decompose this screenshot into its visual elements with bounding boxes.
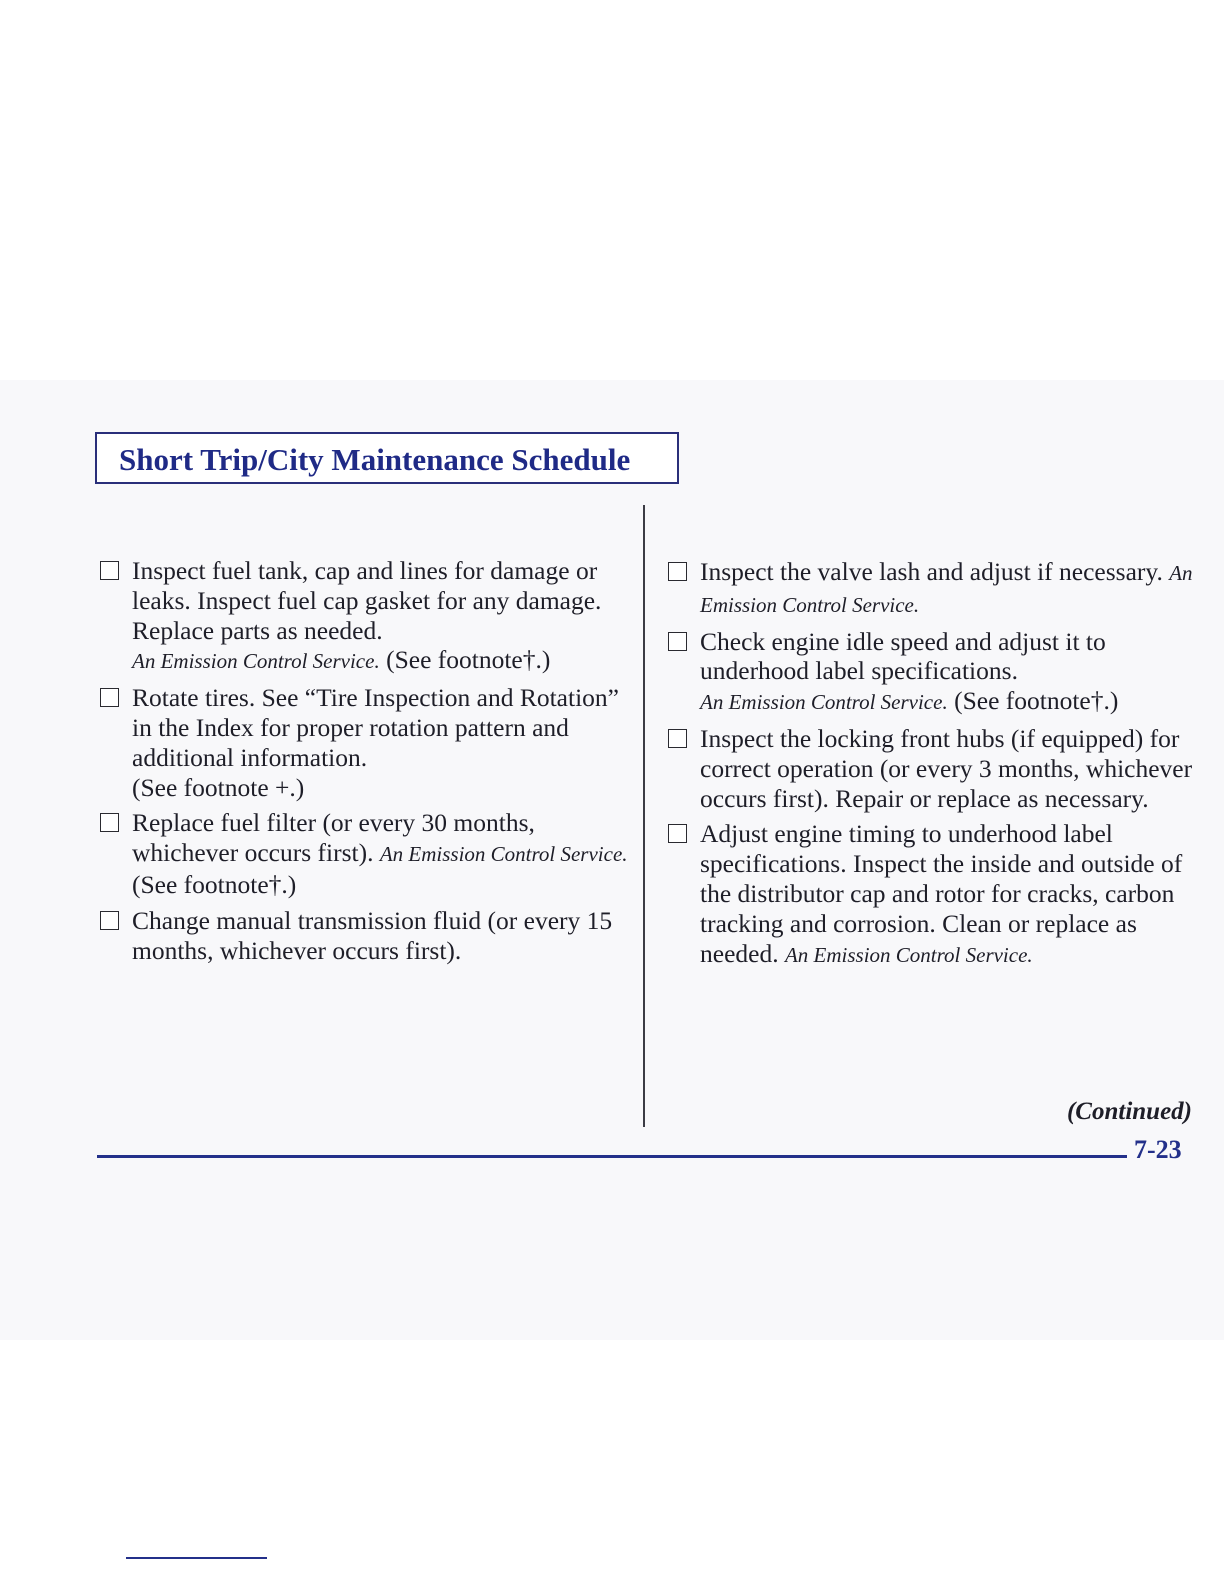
- footnote-ref: (See footnote†.): [132, 869, 297, 899]
- checkbox-icon[interactable]: [668, 729, 687, 748]
- item-text: Inspect the locking front hubs (if equipped) for correct operation (or every 3 months, whichever occurs first). Repair or replace as necessary.: [700, 723, 1193, 813]
- column-divider: [643, 505, 645, 1127]
- footnote-ref: (See footnote†.): [386, 645, 551, 675]
- item-text: Adjust engine timing to underhood label specifications. Inspect the inside and outside of the distributor cap and rotor for cracks, carbon tracking and corrosion. Clean or replace as needed.: [700, 819, 1183, 968]
- item-text: Rotate tires. See “Tire Inspection and Rotation” in the Index for proper rotation pattern and additional information.: [132, 683, 619, 772]
- emission-note: An Emission Control Service.: [784, 942, 1033, 967]
- emission-note: An Emission Control Service.: [700, 561, 1193, 617]
- checklist-item: [668, 557, 1198, 621]
- footnote-ref: (See footnote†.): [954, 686, 1119, 716]
- checklist-item: [668, 627, 1198, 718]
- bottom-rule: [126, 1557, 267, 1559]
- checklist-item: [668, 724, 1198, 813]
- page-number: 7-23: [1134, 1135, 1182, 1164]
- emission-note: An Emission Control Service.: [132, 649, 380, 674]
- checklist-item: [100, 808, 630, 899]
- checklist-item: [668, 819, 1198, 970]
- footnote-ref: (See footnote +.): [132, 772, 305, 802]
- checkbox-icon[interactable]: [100, 911, 119, 930]
- section-title-box: [95, 432, 679, 484]
- checklist-item: [100, 556, 630, 677]
- item-text: Inspect the valve lash and adjust if necessary.: [700, 557, 1163, 586]
- checklist-item: [100, 906, 630, 966]
- right-column: [668, 557, 1198, 976]
- continued-label: (Continued): [1066, 1098, 1192, 1125]
- checkbox-icon[interactable]: [100, 688, 119, 707]
- checkbox-icon[interactable]: [668, 632, 687, 651]
- left-column: [100, 556, 630, 971]
- checkbox-icon[interactable]: [668, 562, 687, 581]
- checkbox-icon[interactable]: [100, 813, 119, 832]
- checkbox-icon[interactable]: [100, 561, 119, 580]
- emission-note: An Emission Control Service.: [379, 842, 628, 867]
- item-text: Check engine idle speed and adjust it to underhood label specifications.: [700, 626, 1106, 686]
- footer-rule: [97, 1155, 1127, 1158]
- item-text: Change manual transmission fluid (or every 15 months, whichever occurs first).: [132, 905, 613, 965]
- item-text: Replace fuel filter (or every 30 months, whichever occurs first).: [132, 808, 535, 868]
- emission-note: An Emission Control Service.: [700, 690, 948, 715]
- checklist-item: [100, 683, 630, 802]
- page-title: Short Trip/City Maintenance Schedule: [119, 442, 631, 477]
- checkbox-icon[interactable]: [668, 824, 687, 843]
- item-text: Inspect fuel tank, cap and lines for damage or leaks. Inspect fuel cap gasket for any damage. Replace parts as needed.: [132, 556, 602, 645]
